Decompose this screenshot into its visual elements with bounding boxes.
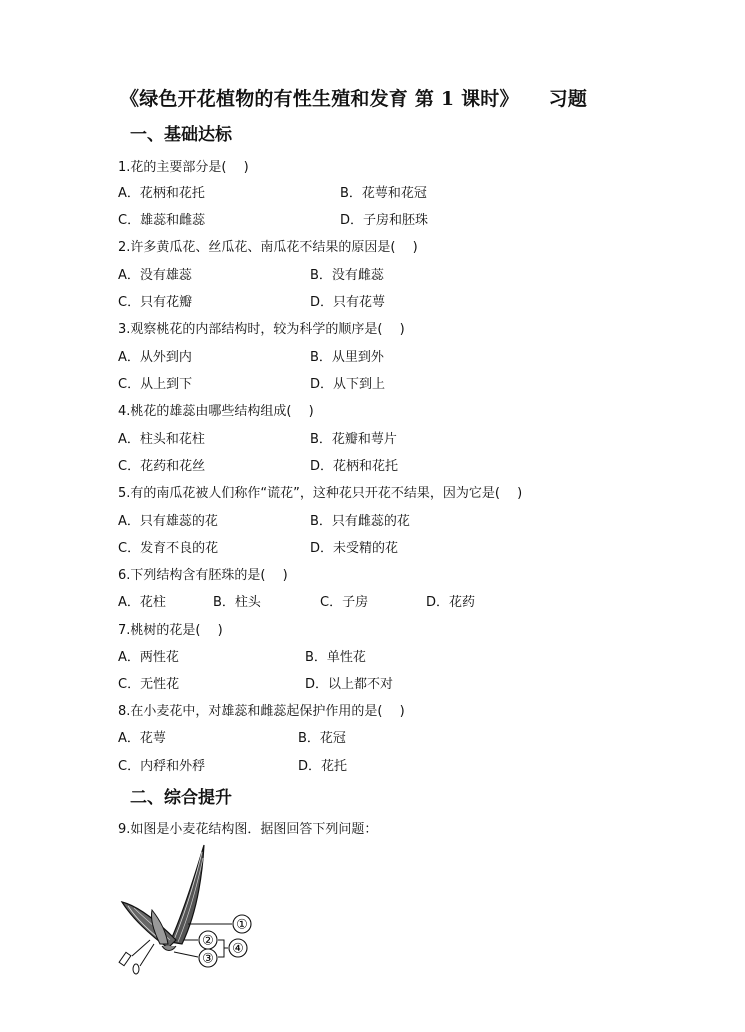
title-suffix: 习题 [548,88,588,110]
question-1-stem: 1.花的主要部分是( ) [118,160,249,175]
title-main: 《绿色开花植物的有性生殖和发育 第 1 课时》 [120,88,519,110]
flower-base [162,946,176,951]
question-6-option-a: A．花柱 [118,595,166,610]
question-6-option-b: B．柱头 [213,595,261,610]
question-3-option-c: C．从上到下 [118,377,193,392]
question-1-option-d: D．子房和胚珠 [340,213,429,228]
lemma [151,910,168,944]
question-4-option-b: B．花瓣和萼片 [310,432,397,447]
question-8-option-b: B．花冠 [298,731,346,746]
question-8-stem: 8.在小麦花中，对雄蕊和雌蕊起保护作用的是( ) [118,704,405,719]
question-2-option-d: D．只有花萼 [310,295,386,310]
question-3-option-b: B．从里到外 [310,350,384,365]
glume-tall [170,845,204,944]
question-5-option-a: A．只有雄蕊的花 [118,514,218,529]
question-1-option-b: B．花萼和花冠 [340,186,427,201]
question-2-stem: 2.许多黄瓜花、丝瓜花、南瓜花不结果的原因是( ) [118,240,418,255]
question-7-option-c: C．无性花 [118,677,180,692]
question-2-option-a: A．没有雄蕊 [118,268,192,283]
question-4-option-d: D．花柄和花托 [310,459,399,474]
question-4-stem: 4.桃花的雄蕊由哪些结构组成( ) [118,404,314,419]
question-8-option-c: C．内稃和外稃 [118,759,206,774]
question-5-option-b: B．只有雌蕊的花 [310,514,410,529]
question-3-stem: 3.观察桃花的内部结构时，较为科学的顺序是( ) [118,322,405,337]
question-7-option-d: D．以上都不对 [305,677,394,692]
section-heading-basic: 一、基础达标 [130,125,232,145]
question-6-option-c: C．子房 [320,595,369,610]
question-5-stem: 5.有的南瓜花被人们称作“谎花”，这种花只开花不结果，因为它是( ) [118,486,523,501]
label-3: ③ [202,951,214,967]
question-6-option-d: D．花药 [426,595,476,610]
question-1-option-c: C．雄蕊和雌蕊 [118,213,206,228]
question-6-stem: 6.下列结构含有胚珠的是( ) [118,568,288,583]
section-heading-advanced: 二、综合提升 [130,788,232,808]
question-3-option-d: D．从下到上 [310,377,386,392]
question-9-stem: 9.如图是小麦花结构图．据图回答下列问题： [118,822,378,837]
question-7-option-b: B．单性花 [305,650,366,665]
label-4: ④ [232,941,244,957]
question-1-option-a: A．花柄和花托 [118,186,205,201]
label-2: ② [202,933,214,949]
question-8-option-d: D．花托 [298,759,348,774]
wheat-flower-diagram [110,840,270,975]
question-3-option-a: A．从外到内 [118,350,192,365]
question-7-stem: 7.桃树的花是( ) [118,623,223,638]
label-1: ① [236,917,248,933]
document-title [120,84,587,111]
question-2-option-b: B．没有雌蕊 [310,268,384,283]
question-2-option-c: C．只有花瓣 [118,295,193,310]
question-7-option-a: A．两性花 [118,650,179,665]
question-4-option-a: A．柱头和花柱 [118,432,205,447]
question-5-option-c: C．发育不良的花 [118,541,219,556]
question-8-option-a: A．花萼 [118,731,166,746]
question-4-option-c: C．花药和花丝 [118,459,206,474]
question-5-option-d: D．未受精的花 [310,541,399,556]
